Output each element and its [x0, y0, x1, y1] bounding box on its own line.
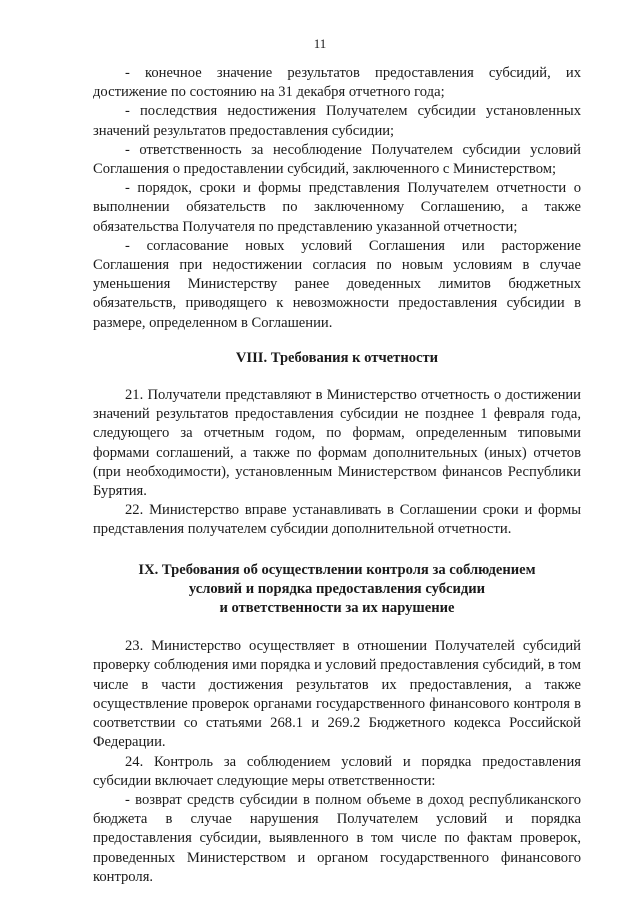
paragraph-24: 24. Контроль за соблюдением условий и порядка предоставления субсидии включает следующие меры ответственности:: [93, 753, 581, 789]
page-number: 11: [313, 36, 327, 51]
paragraph-responsibility: - ответственность за несоблюдение Получателем субсидии условий Соглашения о предоставлении субсидий, заключенного с Министерством;: [93, 141, 581, 178]
document-body: [93, 64, 581, 887]
paragraph-22: 22. Министерство вправе устанавливать в Соглашении сроки и формы представления получателем субсидии дополнительной отчетности.: [93, 502, 581, 538]
section-heading-ix: [93, 561, 581, 619]
paragraph-21: 21. Получатели представляют в Министерство отчетность о достижении значений результатов предоставления субсидии не позднее 1 февраля года, следующего за отчетным годом, по формам, определенным типовыми формами соглашений, а также по формам дополнительных (иных) отчетов (при необходимости), установленным Министерством финансов Республики Бурятия.: [93, 387, 581, 500]
paragraph-consequences: - последствия недостижения Получателем субсидии установленных значений результатов предоставления субсидии;: [93, 103, 581, 139]
paragraph-subsidy-return: - возврат средств субсидии в полном объеме в доход республиканского бюджета в случае нарушения Получателем условий и порядка предоставления субсидии, выявленного в том числе по фактам проверок, проведенных Министерством и органом государственного финансового контроля.: [93, 791, 581, 885]
paragraph-final-result-value: - конечное значение результатов предоставления субсидий, их достижение по состоянию на 31 декабря отчетного года;: [93, 65, 581, 101]
paragraph-agreement-termination: - согласование новых условий Соглашения или расторжение Соглашения при недостижении согласия по новым условиям в случае уменьшения Министерству ранее доведенных лимитов бюджетных обязательств, приводящего к невозможности предоставления субсидии в размере, определенном в Соглашении.: [93, 237, 581, 331]
paragraph-23: 23. Министерство осуществляет в отношении Получателей субсидий проверку соблюдения ими порядка и условий предоставления субсидий, в том числе в части достижения результатов их предоставления, а также осуществление проверок органами государственного финансового контроля в соответствии со статьями 268.1 и 269.2 Бюджетного кодекса Российской Федерации.: [93, 638, 581, 751]
section-heading-ix-line: условий и порядка предоставления субсидии: [188, 580, 486, 597]
section-heading-viii: VIII. Требования к отчетности: [235, 349, 439, 366]
section-heading-ix-line: и ответственности за их нарушение: [219, 600, 455, 617]
section-heading-ix-line: IX. Требования об осуществлении контроля за соблюдением: [138, 561, 536, 578]
paragraph-reporting-procedure: - порядок, сроки и формы представления Получателем отчетности о выполнении обязательств по заключенному Соглашению, а также обязательства Получателя по представлению указанной отчетности;: [93, 180, 581, 235]
